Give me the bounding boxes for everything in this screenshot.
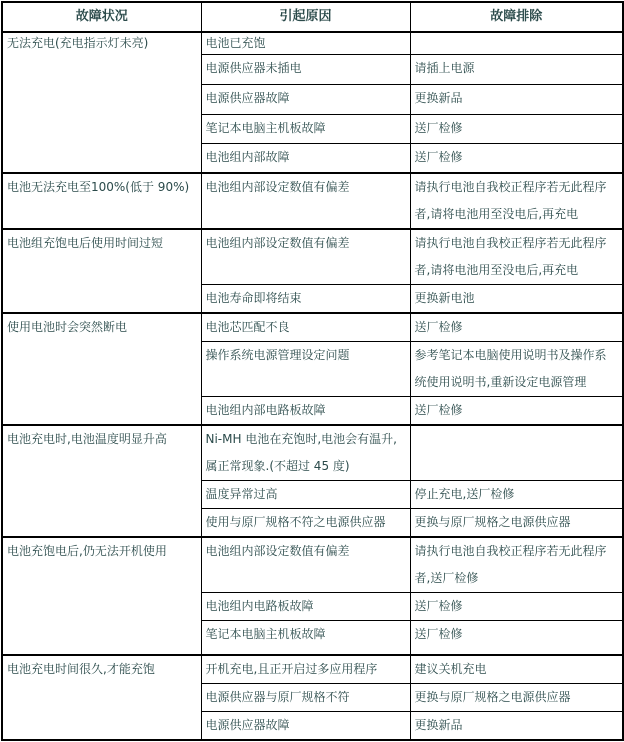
cause-cell: 电源供应器与原厂规格不符 bbox=[201, 684, 410, 712]
fix-cell: 送厂检修 bbox=[410, 593, 623, 621]
fix-cell: 送厂检修 bbox=[410, 313, 623, 342]
table-row bbox=[2, 229, 623, 285]
table-row bbox=[2, 173, 623, 229]
fault-cell: 电池充饱电后,仍无法开机使用 bbox=[2, 537, 201, 655]
header-fix: 故障排除 bbox=[410, 2, 623, 32]
cause-cell: 开机充电,且正开启过多应用程序 bbox=[201, 655, 410, 684]
cause-cell: 电池组内部设定数值有偏差 bbox=[201, 229, 410, 285]
fault-cell: 电池无法充电至100%(低于 90%) bbox=[2, 173, 201, 229]
fault-cell: 电池组充饱电后使用时间过短 bbox=[2, 229, 201, 313]
fix-cell: 更换新品 bbox=[410, 85, 623, 115]
table-row bbox=[2, 32, 623, 55]
cause-cell: 电池寿命即将结束 bbox=[201, 285, 410, 314]
cause-cell: 电源供应器未插电 bbox=[201, 55, 410, 85]
header-fault: 故障状况 bbox=[2, 2, 201, 32]
fix-cell: 请插上电源 bbox=[410, 55, 623, 85]
cause-cell: 电池组内部设定数值有偏差 bbox=[201, 173, 410, 229]
fault-cell: 电池充电时,电池温度明显升高 bbox=[2, 425, 201, 537]
table-row bbox=[2, 425, 623, 481]
fix-cell: 送厂检修 bbox=[410, 144, 623, 174]
fix-cell: 更换新品 bbox=[410, 712, 623, 741]
fault-cell: 电池充电时间很久,才能充饱 bbox=[2, 655, 201, 740]
fix-cell: 请执行电池自我校正程序若无此程序者,请将电池用至没电后,再充电 bbox=[410, 173, 623, 229]
table-row bbox=[2, 313, 623, 342]
fault-cell: 无法充电(充电指示灯未亮) bbox=[2, 32, 201, 173]
cause-cell: 电源供应器故障 bbox=[201, 712, 410, 741]
cause-cell: 电源供应器故障 bbox=[201, 85, 410, 115]
fix-cell: 请执行电池自我校正程序若无此程序者,请将电池用至没电后,再充电 bbox=[410, 229, 623, 285]
cause-cell: 温度异常过高 bbox=[201, 481, 410, 509]
fix-cell: 更换新电池 bbox=[410, 285, 623, 314]
cause-cell: 电池组内部设定数值有偏差 bbox=[201, 537, 410, 593]
cause-cell: 笔记本电脑主机板故障 bbox=[201, 621, 410, 656]
fix-cell: 请执行电池自我校正程序若无此程序者,送厂检修 bbox=[410, 537, 623, 593]
cause-cell: 使用与原厂规格不符之电源供应器 bbox=[201, 509, 410, 538]
fix-cell bbox=[410, 32, 623, 55]
fix-cell: 更换与原厂规格之电源供应器 bbox=[410, 509, 623, 538]
fix-cell: 建议关机充电 bbox=[410, 655, 623, 684]
fix-cell: 送厂检修 bbox=[410, 621, 623, 656]
fix-cell: 送厂检修 bbox=[410, 115, 623, 144]
cause-cell: 操作系统电源管理设定问题 bbox=[201, 342, 410, 397]
table-row bbox=[2, 655, 623, 684]
table-row bbox=[2, 537, 623, 593]
battery-troubleshooting-table bbox=[1, 1, 624, 741]
fix-cell: 送厂检修 bbox=[410, 397, 623, 426]
cause-cell: 笔记本电脑主机板故障 bbox=[201, 115, 410, 144]
cause-cell: 电池组内电路板故障 bbox=[201, 593, 410, 621]
fix-cell: 停止充电,送厂检修 bbox=[410, 481, 623, 509]
cause-cell: 电池组内部故障 bbox=[201, 144, 410, 174]
fix-cell bbox=[410, 425, 623, 481]
header-cause: 引起原因 bbox=[201, 2, 410, 32]
cause-cell: 电池组内部电路板故障 bbox=[201, 397, 410, 426]
cause-cell: 电池芯匹配不良 bbox=[201, 313, 410, 342]
header-row bbox=[2, 2, 623, 32]
cause-cell: Ni-MH 电池在充饱时,电池会有温升,属正常现象.(不超过 45 度) bbox=[201, 425, 410, 481]
cause-cell: 电池已充饱 bbox=[201, 32, 410, 55]
fix-cell: 参考笔记本电脑使用说明书及操作系统使用说明书,重新设定电源管理 bbox=[410, 342, 623, 397]
fix-cell: 更换与原厂规格之电源供应器 bbox=[410, 684, 623, 712]
fault-cell: 使用电池时会突然断电 bbox=[2, 313, 201, 425]
